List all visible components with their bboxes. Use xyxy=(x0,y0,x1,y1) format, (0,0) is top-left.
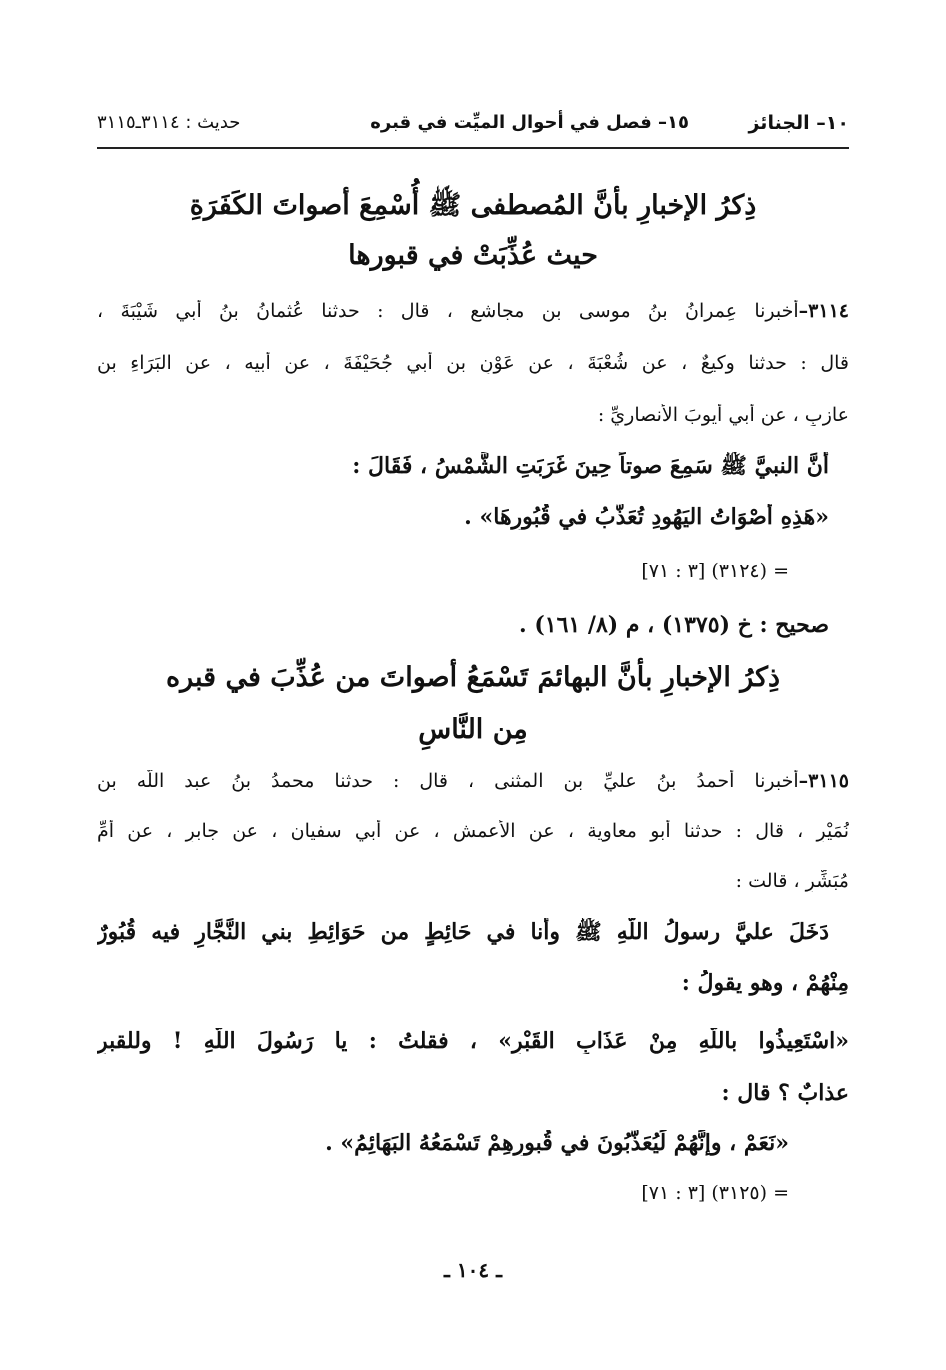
page-number: ـ ١٠٤ ـ xyxy=(444,1258,502,1282)
hadith-3115-isnad-line-3: مُبَشِّرٍ ، قالت : xyxy=(735,870,849,892)
section-title: ١٥– فصل في أحوال الميِّت في قبره xyxy=(370,112,689,133)
isnad-text: أخبرنا عِمرانُ بنُ موسى بن مجاشع ، قال : حدثنا عُثمانُ بنُ أبي شَيْبَةَ ، xyxy=(97,300,799,322)
hadith-3114-isnad-line-1 xyxy=(97,300,849,322)
book-title: ١٠– الجنائز xyxy=(748,112,849,134)
hadith-3115-matn-line-4: عذابٌ ؟ قال : xyxy=(721,1080,849,1106)
book-page xyxy=(97,0,849,1370)
hadith-3114-reference: = (٣١٢٤) [٣ : ٧١] xyxy=(641,560,789,582)
hadith-3115-matn-line-5: «نَعَمْ ، وإنَّهُمْ لَيُعَذَّبُونَ في قُبورِهِمْ تَسْمَعُهُ البَهَائِمُ» . xyxy=(325,1130,789,1156)
hadith-3115-reference: = (٣١٢٥) [٣ : ٧١] xyxy=(641,1182,789,1204)
hadith-3114-grade: صحيح : خ (١٣٧٥) ، م (٨/ ١٦١) . xyxy=(519,612,829,638)
hadith-number: ٣١١٤– xyxy=(798,300,849,322)
chapter-heading-1-line-2: حيث عُذِّبَتْ في قبورها xyxy=(348,240,598,271)
running-header xyxy=(97,106,849,146)
hadith-3115-isnad-line-1 xyxy=(97,770,849,792)
hadith-3114-matn-line-1: أنَّ النبيَّ ﷺ سَمِعَ صوتاً حِينَ غَرَبَتِ الشَّمْسُ ، فَقَالَ : xyxy=(352,453,829,479)
hadith-3115-matn-line-2: مِنْهُمْ ، وهو يقولُ : xyxy=(681,970,849,996)
hadith-3115-isnad-line-2: نُمَيْرٍ ، قال : حدثنا أبو معاوية ، عن الأعمش ، عن أبي سفيان ، عن جابرٍ ، عن أُمِّ xyxy=(97,820,849,842)
chapter-heading-2-line-1: ذِكرُ الإخبارِ بأنَّ البهائمَ تَسْمَعُ أصواتَ من عُذِّبَ في قبره xyxy=(165,662,781,693)
hadith-3114-isnad-line-2: قال : حدثنا وكيعٌ ، عن شُعْبَةَ ، عن عَوْنِ بن أبي جُحَيْفَةَ ، عن أبيه ، عن البَرَاءِ بن xyxy=(97,352,849,374)
header-divider xyxy=(97,147,849,149)
hadith-3115-matn-line-3: «اسْتَعِيذُوا باللّهِ مِنْ عَذَابِ القَبْرِ» ، فقلتُ : يا رَسُولَ اللّهِ ! وللقبرِ xyxy=(97,1028,849,1054)
chapter-heading-2-line-2: مِن النَّاسِ xyxy=(418,714,528,745)
isnad-text: أخبرنا أحمدُ بنُ عليِّ بن المثنى ، قال : حدثنا محمدُ بنُ عبد اللّه بن xyxy=(97,770,799,792)
hadith-number: ٣١١٥– xyxy=(798,770,849,792)
hadith-range: حديث : ٣١١٤ـ٣١١٥ xyxy=(97,112,241,133)
hadith-3114-matn-line-2: «هَذِهِ أَصْوَاتُ اليَهُودِ تُعَذَّبُ في قُبُورِهَا» . xyxy=(464,504,829,530)
chapter-heading-1-line-1: ذِكرُ الإخبارِ بأنَّ المُصطفى ﷺ أُسْمِعَ أصواتَ الكَفَرَةِ xyxy=(189,190,757,221)
hadith-3115-matn-line-1: دَخَلَ عليَّ رسولُ اللّهِ ﷺ وأنا في حَائِطٍ من حَوَائِطِ بني النَّجَّارِ فيه قُبُورٌ xyxy=(97,919,830,945)
hadith-3114-isnad-line-3: عازبٍ ، عن أبي أيوبَ الأنصاريِّ : xyxy=(597,404,849,426)
